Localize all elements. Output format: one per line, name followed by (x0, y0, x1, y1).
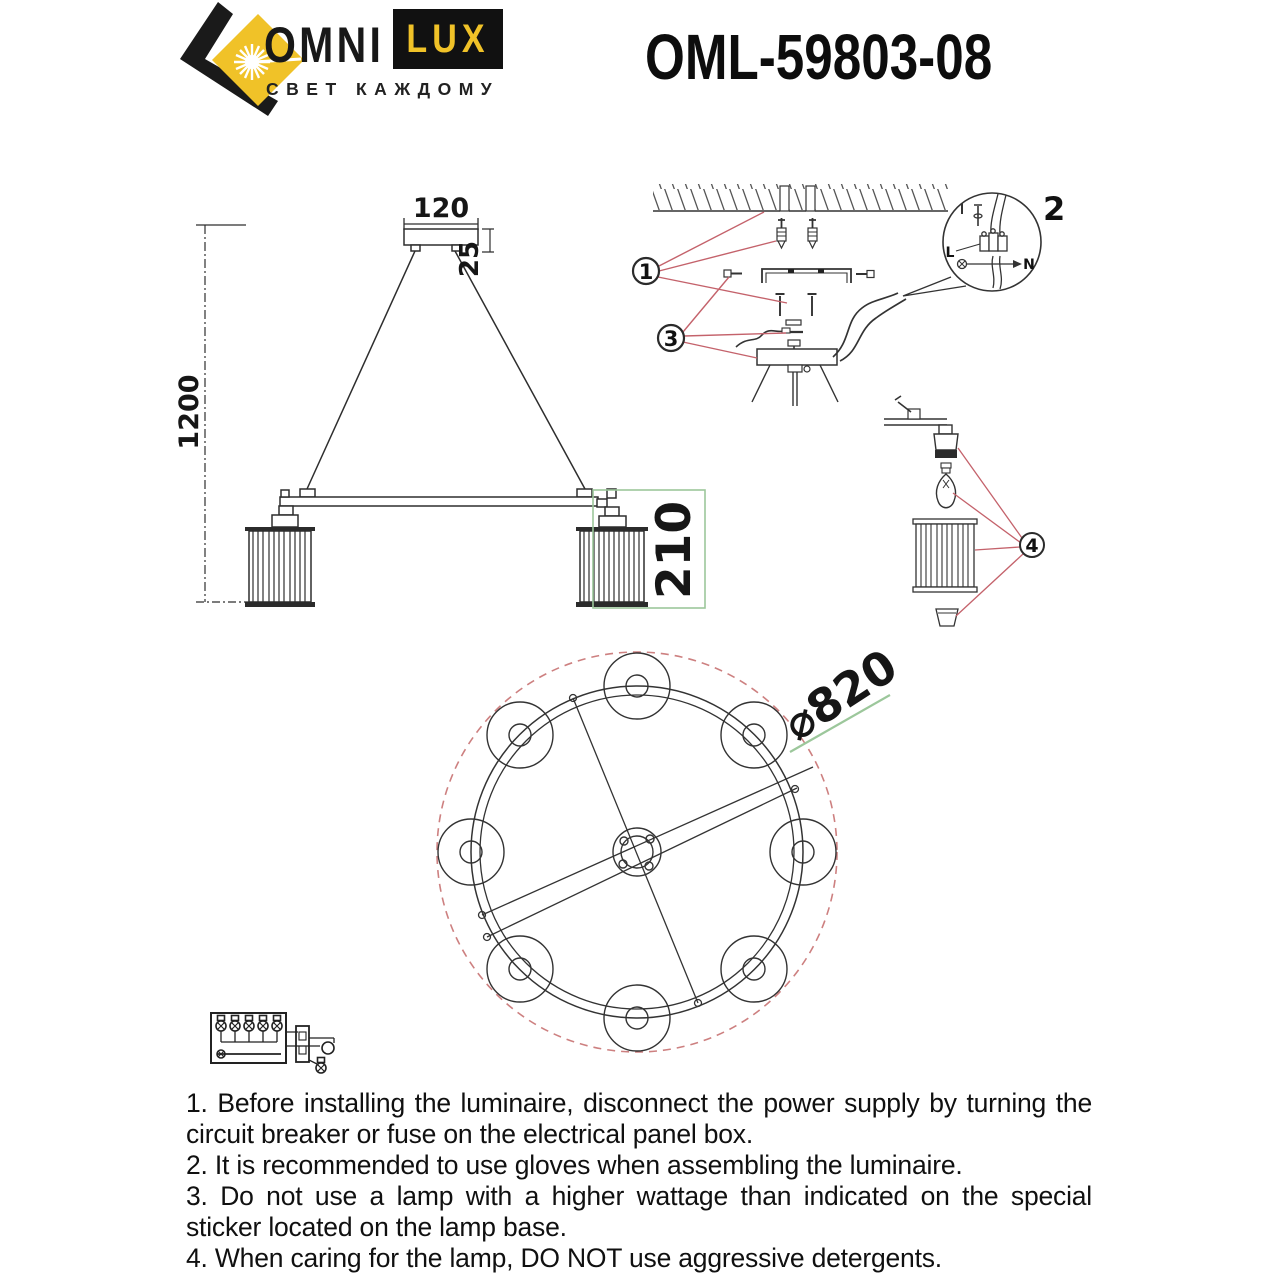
wall-anchor (777, 218, 786, 248)
detail-shade (916, 524, 974, 587)
bubble-tail (903, 277, 966, 296)
instruction-item-2: 2. It is recommended to use gloves when assembling the luminaire. (186, 1150, 963, 1180)
ceiling-hatch (653, 184, 948, 210)
schematic-loop (322, 1042, 334, 1054)
arm-screw (895, 396, 911, 412)
socket-neck (939, 425, 952, 434)
brand-name-omni: OMNI (264, 17, 385, 73)
callout-3-number: 3 (663, 327, 679, 351)
canopy-screw (808, 294, 817, 316)
ring-outer (471, 686, 803, 1018)
shade-assembly-detail (884, 396, 977, 626)
drill-hole (780, 186, 789, 211)
side-view-drawing (196, 218, 648, 607)
socket-body (934, 434, 958, 450)
dim-shade-height: 210 (647, 500, 702, 600)
bottom-cap (936, 609, 958, 626)
wiring-schematic (211, 1013, 334, 1073)
brand-name-lux: LUX (406, 16, 490, 61)
wall-anchor (808, 218, 817, 248)
instruction-item-1: 1. Before installing the luminaire, disconnect the power supply by turning the circuit breaker or fuse on the electrical panel box. (186, 1088, 1092, 1149)
shade-positions (438, 653, 836, 1051)
dim-canopy-height: 25 (455, 240, 485, 278)
callout-4 (1020, 533, 1044, 557)
canopy-screw (776, 294, 785, 316)
suspension-wires (307, 251, 585, 489)
brand-lux-box (393, 9, 503, 69)
callout-3 (658, 325, 684, 351)
center-hub (613, 828, 661, 876)
callout-2-number: 2 (1043, 190, 1066, 228)
logo-starburst-core (245, 55, 259, 69)
dim-suspension-height: 1200 (174, 374, 205, 450)
drill-hole (806, 186, 815, 211)
bracket-screw (856, 271, 874, 278)
dim-ring-diameter: ⌀820 (773, 638, 907, 752)
lamp-arm (884, 419, 947, 425)
dim-canopy-width: 120 (412, 193, 470, 224)
installation-instructions (186, 1088, 1092, 1274)
instruction-item-4: 4. When caring for the lamp, DO NOT use aggressive detergents. (186, 1243, 942, 1273)
model-number: OML-59803-08 (645, 21, 993, 93)
instruction-item-3: 3. Do not use a lamp with a higher wattage than indicated on the special sticker located on the lamp base. (186, 1181, 1092, 1242)
callout-1 (633, 258, 659, 284)
terminal-label-N: N (1023, 257, 1035, 273)
candle-bulb (936, 474, 955, 508)
ring-bar (280, 497, 598, 506)
mains-wire (833, 293, 898, 357)
mounting-bracket (762, 269, 851, 283)
terminal-label-L: L (945, 245, 955, 261)
callout-1-number: 1 (638, 260, 654, 284)
bracket-screw (724, 270, 742, 277)
mains-wire (840, 299, 906, 361)
callout-4-number: 4 (1025, 535, 1039, 557)
canopy-plate (757, 349, 837, 365)
schematic-lamps (216, 1016, 282, 1032)
ring-inner (480, 695, 794, 1009)
brand-tagline: СВЕТ КАЖДОМУ (266, 79, 500, 99)
mounting-diagram (653, 184, 948, 406)
